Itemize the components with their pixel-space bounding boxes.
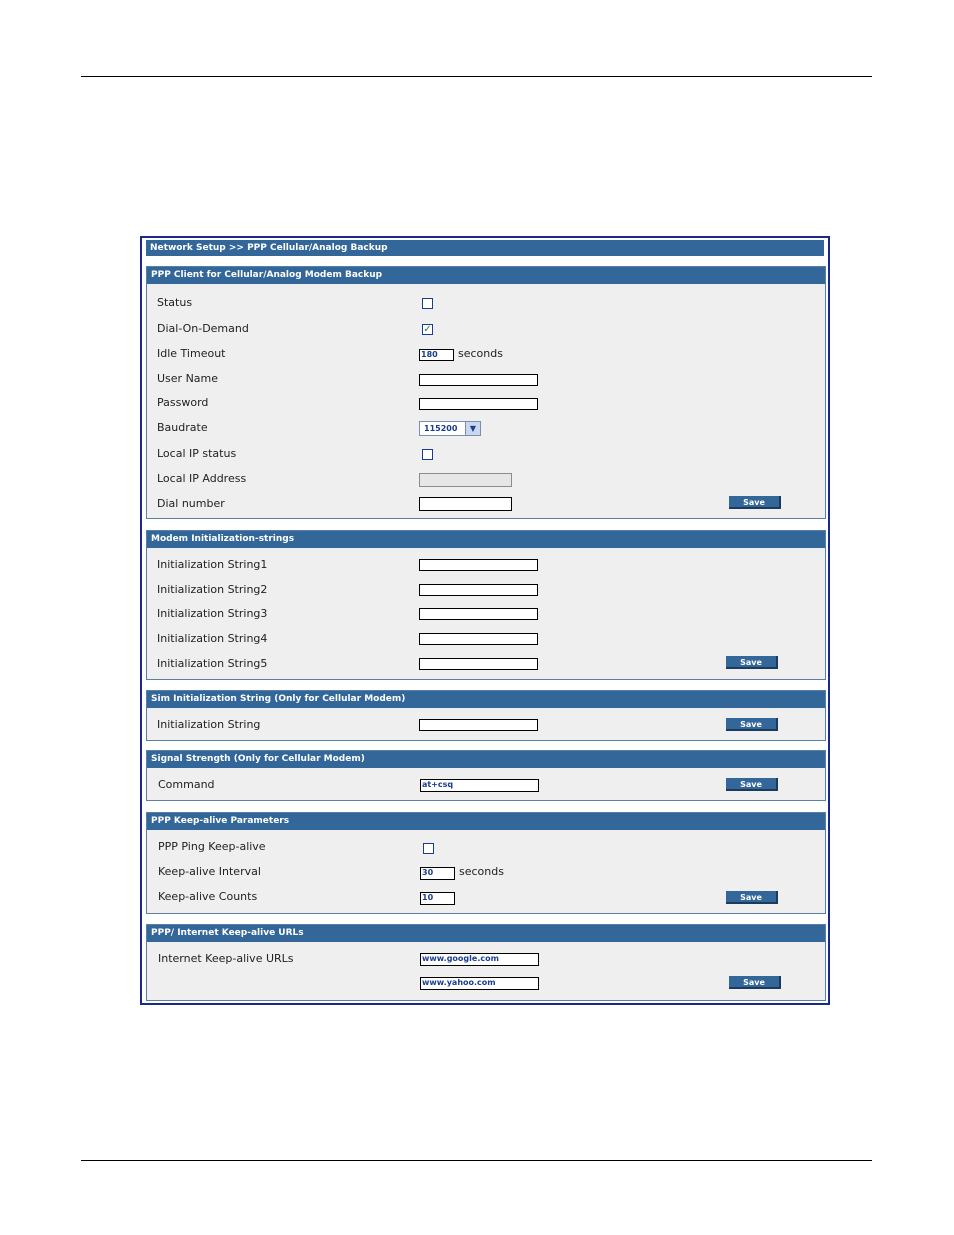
local-ip-address-label: Local IP Address bbox=[157, 472, 247, 485]
dial-number-label: Dial number bbox=[157, 497, 225, 510]
keepalive-urls-label: Internet Keep-alive URLs bbox=[158, 952, 294, 965]
keepalive-interval-label: Keep-alive Interval bbox=[158, 865, 261, 878]
local-ip-status-label: Local IP status bbox=[157, 447, 237, 460]
ping-keepalive-label: PPP Ping Keep-alive bbox=[158, 840, 266, 853]
command-input[interactable]: at+csq bbox=[420, 779, 539, 792]
keepalive-url2-input[interactable]: www.yahoo.com bbox=[420, 977, 539, 990]
status-label: Status bbox=[157, 296, 193, 309]
sim-init-save-button[interactable]: Save bbox=[726, 718, 778, 731]
ppp-client-panel bbox=[146, 266, 826, 519]
keepalive-save-button[interactable]: Save bbox=[726, 891, 778, 904]
keepalive-url1-input[interactable]: www.google.com bbox=[420, 953, 539, 966]
user-name-input[interactable] bbox=[419, 374, 538, 386]
urls-panel bbox=[146, 924, 826, 1001]
keepalive-counts-label: Keep-alive Counts bbox=[158, 890, 258, 903]
signal-save-button[interactable]: Save bbox=[726, 778, 778, 791]
idle-timeout-input[interactable]: 180 bbox=[419, 349, 454, 361]
sim-init-panel bbox=[146, 690, 826, 741]
init-string1-input[interactable] bbox=[419, 559, 538, 571]
init-string4-label: Initialization String4 bbox=[157, 632, 268, 645]
keepalive-panel bbox=[146, 812, 826, 914]
init-string3-input[interactable] bbox=[419, 608, 538, 620]
keepalive-interval-input[interactable]: 30 bbox=[420, 867, 455, 880]
chevron-down-icon[interactable]: ▼ bbox=[465, 422, 480, 435]
password-label: Password bbox=[157, 396, 209, 409]
baudrate-value: 115200 bbox=[424, 424, 458, 433]
init-string2-input[interactable] bbox=[419, 584, 538, 596]
dial-number-input[interactable] bbox=[419, 497, 512, 511]
bottom-rule bbox=[81, 1160, 872, 1161]
init-string3-label: Initialization String3 bbox=[157, 607, 268, 620]
user-name-label: User Name bbox=[157, 372, 219, 385]
keepalive-interval-unit: seconds bbox=[459, 865, 504, 878]
sim-init-header: Sim Initialization String (Only for Cellular Modem) bbox=[147, 691, 825, 708]
baudrate-label: Baudrate bbox=[157, 421, 208, 434]
breadcrumb: Network Setup >> PPP Cellular/Analog Backup bbox=[146, 240, 824, 256]
signal-header: Signal Strength (Only for Cellular Modem) bbox=[147, 751, 825, 768]
keepalive-header: PPP Keep-alive Parameters bbox=[147, 813, 825, 830]
sim-init-label: Initialization String bbox=[157, 718, 261, 731]
sim-init-input[interactable] bbox=[419, 719, 538, 731]
ping-keepalive-checkbox[interactable] bbox=[423, 843, 434, 854]
dial-on-demand-checkbox[interactable] bbox=[422, 324, 433, 335]
password-input[interactable] bbox=[419, 398, 538, 410]
command-label: Command bbox=[158, 778, 215, 791]
ppp-client-save-button[interactable]: Save bbox=[729, 496, 781, 509]
init-string1-label: Initialization String1 bbox=[157, 558, 268, 571]
baudrate-select[interactable] bbox=[419, 421, 481, 436]
idle-timeout-label: Idle Timeout bbox=[157, 347, 226, 360]
urls-save-button[interactable]: Save bbox=[729, 976, 781, 989]
local-ip-status-checkbox[interactable] bbox=[422, 449, 433, 460]
keepalive-counts-input[interactable]: 10 bbox=[420, 892, 455, 905]
local-ip-address-input bbox=[419, 473, 512, 487]
ppp-client-header: PPP Client for Cellular/Analog Modem Backup bbox=[147, 267, 825, 284]
init-string2-label: Initialization String2 bbox=[157, 583, 268, 596]
init-string4-input[interactable] bbox=[419, 633, 538, 645]
modem-init-header: Modem Initialization-strings bbox=[147, 531, 825, 548]
config-frame bbox=[140, 236, 830, 1005]
urls-header: PPP/ Internet Keep-alive URLs bbox=[147, 925, 825, 942]
modem-init-panel bbox=[146, 530, 826, 680]
idle-timeout-unit: seconds bbox=[458, 347, 503, 360]
top-rule bbox=[81, 76, 872, 77]
init-string5-input[interactable] bbox=[419, 658, 538, 670]
modem-init-save-button[interactable]: Save bbox=[726, 656, 778, 669]
dial-on-demand-label: Dial-On-Demand bbox=[157, 322, 249, 335]
status-checkbox[interactable] bbox=[422, 298, 433, 309]
signal-panel bbox=[146, 750, 826, 801]
check-icon: ✓ bbox=[423, 324, 432, 335]
init-string5-label: Initialization String5 bbox=[157, 657, 268, 670]
